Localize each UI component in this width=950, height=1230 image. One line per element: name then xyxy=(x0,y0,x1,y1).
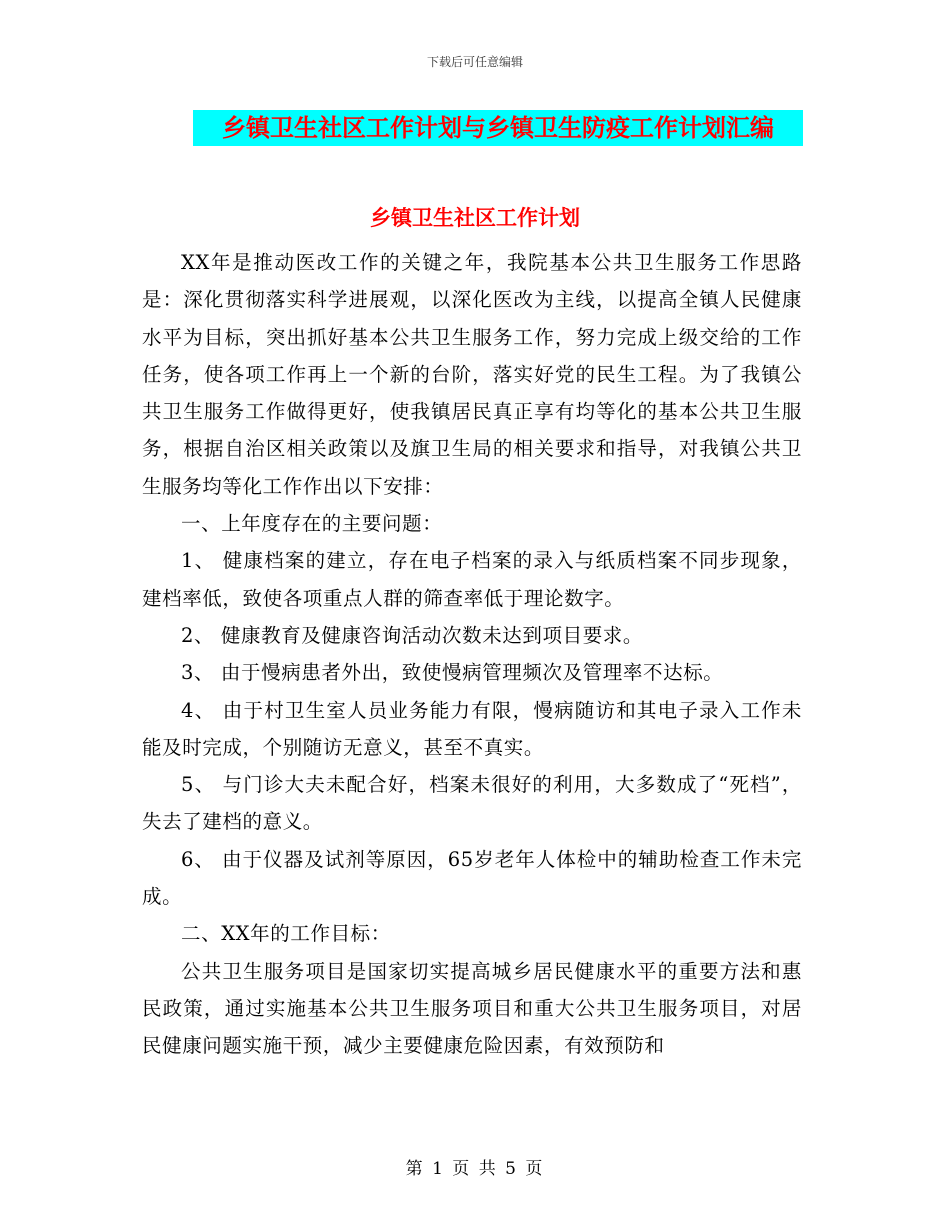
paragraph: 公共卫生服务项目是国家切实提高城乡居民健康水平的重要方法和惠民政策，通过实施基本公共卫生服务项目和重大公共卫生服务项目，对居民健康问题实施干预，减少主要健康危险因素，有效预防和 xyxy=(142,959,802,1058)
paragraph: 1、 健康档案的建立，存在电子档案的录入与纸质档案不同步现象，建档率低，致使各项重点人群的筛查率低于理论数字。 xyxy=(142,549,802,610)
page-footer: 第 1 页 共 5 页 xyxy=(405,1159,545,1179)
paragraph: 6、 由于仪器及试剂等原因，65岁老年人体检中的辅助检查工作未完成。 xyxy=(142,847,802,909)
section-title: 乡镇卫生社区工作计划 xyxy=(370,206,580,230)
document-body xyxy=(142,244,802,1065)
paragraph: 4、 由于村卫生室人员业务能力有限，慢病随访和其电子录入工作未能及时完成，个别随访无意义，甚至不真实。 xyxy=(142,698,802,759)
document-title: 乡镇卫生社区工作计划与乡镇卫生防疫工作计划汇编 xyxy=(222,114,774,142)
paragraph: 二、XX年的工作目标： xyxy=(181,922,391,946)
paragraph: 5、 与门诊大夫未配合好，档案未很好的利用，大多数成了“死档”，失去了建档的意义。 xyxy=(142,773,802,834)
header-note: 下载后可任意编辑 xyxy=(426,55,523,69)
paragraph: XX年是推动医改工作的关键之年，我院基本公共卫生服务工作思路是：深化贯彻落实科学进展观，以深化医改为主线，以提高全镇人民健康水平为目标，突出抓好基本公共卫生服务工作，努力完成上级交给的工作任务，使各项工作再上一个新的台阶，落实好党的民生工程。为了我镇公共卫生服务工作做得更好，使我镇居民真正享有均等化的基本公共卫生服务，根据自治区相关政策以及旗卫生局的相关要求和指导，对我镇公共卫生服务均等化工作作出以下安排： xyxy=(142,251,802,498)
paragraph: 3、 由于慢病患者外出，致使慢病管理频次及管理率不达标。 xyxy=(181,661,724,685)
paragraph: 一、上年度存在的主要问题： xyxy=(181,512,443,536)
paragraph: 2、 健康教育及健康咨询活动次数未达到项目要求。 xyxy=(181,623,644,647)
